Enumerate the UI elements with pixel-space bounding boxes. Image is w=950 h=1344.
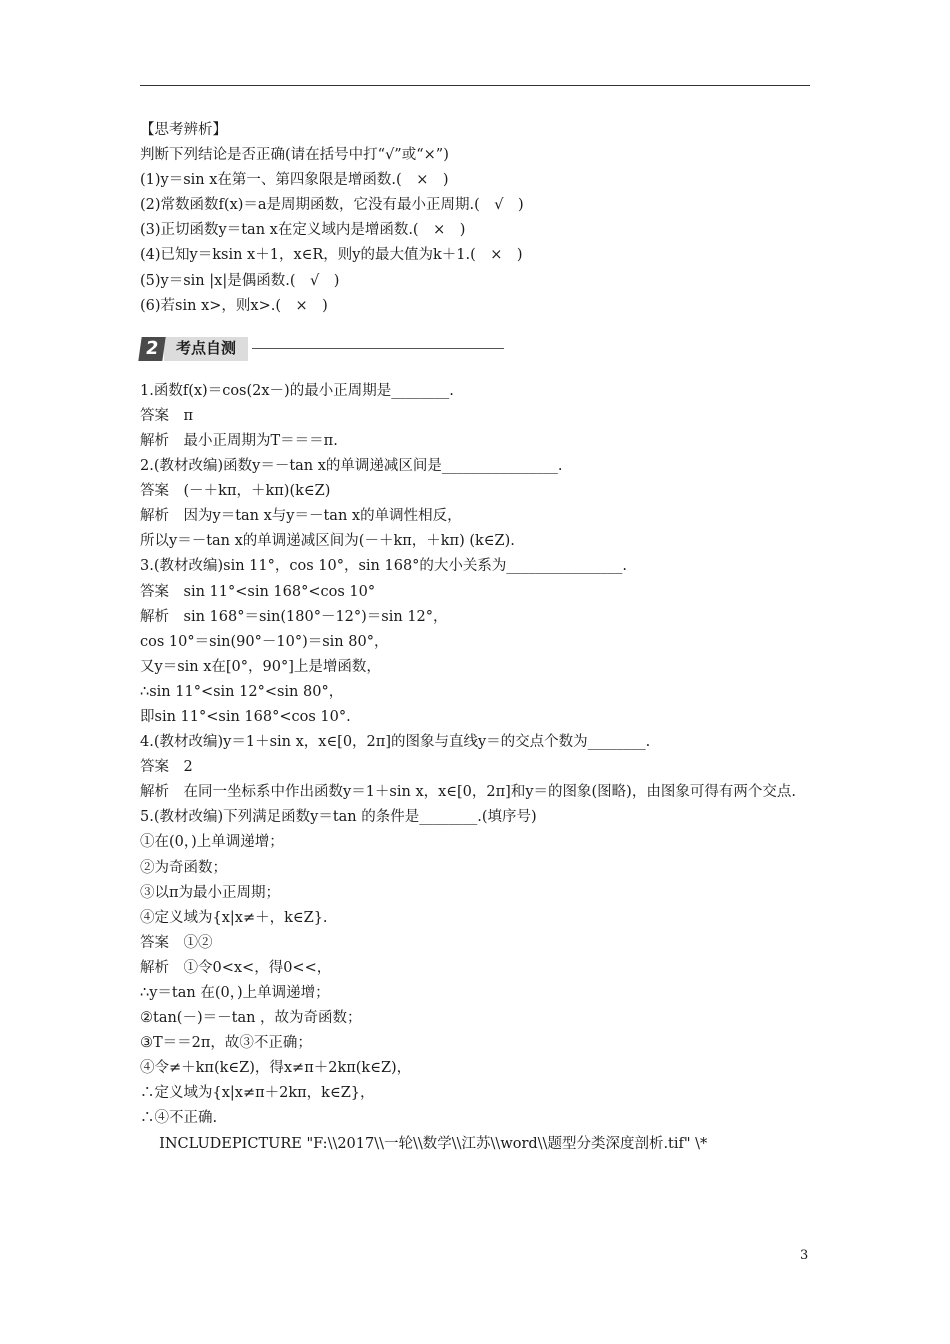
section-number-badge: 2 [138, 337, 165, 361]
exercise-line: 答案 ①② [140, 934, 213, 951]
exercise-line: cos 10°＝sin(90°－10°)＝sin 80°， [140, 633, 389, 650]
section-rule [252, 348, 504, 349]
exercise-line: 答案 sin 11°<sin 168°<cos 10° [140, 583, 376, 600]
exercise-line: 答案 π [140, 407, 194, 424]
reflection-section [140, 118, 812, 319]
exercise-line: 5.(教材改编)下列满足函数y＝tan 的条件是________.(填序号) [140, 809, 537, 826]
exercise-line: 解析 最小正周期为T＝＝＝π. [140, 432, 338, 449]
reflection-line: (3)正切函数y＝tan x在定义域内是增函数.( × ) [140, 222, 466, 239]
exercise-line: 3.(教材改编)sin 11°，cos 10°，sin 168°的大小关系为________________. [140, 558, 628, 575]
reflection-heading: 【思考辨析】 [140, 122, 227, 138]
section-header [140, 335, 812, 363]
exercise-line: ①在(0，)上单调递增； [140, 834, 284, 851]
reflection-line: (6)若sin x>，则x>.( × ) [140, 297, 328, 314]
exercise-line: 4.(教材改编)y＝1＋sin x，x∈[0，2π]的图象与直线y＝的交点个数为________. [140, 734, 651, 751]
exercise-line: ④令≠＋kπ(k∈Z)，得x≠π＋2kπ(k∈Z)， [140, 1060, 412, 1077]
exercise-line: ②tan(－)＝－tan ，故为奇函数； [140, 1010, 362, 1027]
header-rule [140, 85, 810, 86]
exercise-line: 解析 sin 168°＝sin(180°－12°)＝sin 12°， [140, 608, 448, 625]
exercise-line: 答案 2 [140, 759, 193, 776]
exercise-line: 即sin 11°<sin 168°<cos 10°. [140, 708, 351, 725]
exercise-line: 答案 (－＋kπ，＋kπ)(k∈Z) [140, 483, 331, 500]
exercise-line: 所以y＝－tan x的单调递减区间为(－＋kπ，＋kπ) (k∈Z). [140, 533, 515, 550]
exercise-line: ∴sin 11°<sin 12°<sin 80°， [140, 683, 344, 700]
exercise-line: ∴④不正确. [140, 1110, 218, 1127]
include-picture-field: INCLUDEPICTURE "F:\\2017\\一轮\\数学\\江苏\\word\\题型分类深度剖析.tif" \* [140, 1135, 708, 1152]
exercise-section [140, 379, 812, 1157]
reflection-line: (4)已知y＝ksin x＋1，x∈R，则y的最大值为k＋1.( × ) [140, 247, 523, 264]
page-content [140, 118, 812, 1157]
exercise-line: ∴定义域为{x|x≠π＋2kπ，k∈Z}， [140, 1085, 375, 1102]
reflection-line: (1)y＝sin x在第一、第四象限是增函数.( × ) [140, 172, 449, 189]
exercise-line: 解析 在同一坐标系中作出函数y＝1＋sin x，x∈[0，2π]和y＝的图象(图略)，由图象可得有两个交点. [140, 784, 796, 801]
exercise-line: ③T＝＝2π，故③不正确； [140, 1035, 312, 1052]
exercise-line: 2.(教材改编)函数y＝－tan x的单调递减区间是________________. [140, 458, 563, 475]
reflection-line: (2)常数函数f(x)＝a是周期函数，它没有最小正周期.( √ ) [140, 197, 524, 214]
exercise-line: 1.函数f(x)＝cos(2x－)的最小正周期是________. [140, 382, 454, 399]
section-title: 考点自测 [164, 337, 248, 361]
exercise-line: ∴y＝tan 在(0，)上单调递增； [140, 985, 330, 1001]
reflection-line: (5)y＝sin |x|是偶函数.( √ ) [140, 272, 340, 289]
exercise-line: ②为奇函数； [140, 859, 227, 876]
page-number: 3 [800, 1248, 809, 1263]
exercise-line: ③以π为最小正周期； [140, 884, 281, 901]
exercise-line: 解析 ①令0<x<，得0<<， [140, 959, 332, 976]
exercise-line: 解析 因为y＝tan x与y＝－tan x的单调性相反， [140, 508, 462, 525]
exercise-line: ④定义域为{x|x≠＋，k∈Z}. [140, 909, 328, 926]
reflection-line: 判断下列结论是否正确(请在括号中打“√”或“×”) [140, 147, 449, 164]
exercise-line: 又y＝sin x在[0°，90°]上是增函数， [140, 658, 381, 675]
